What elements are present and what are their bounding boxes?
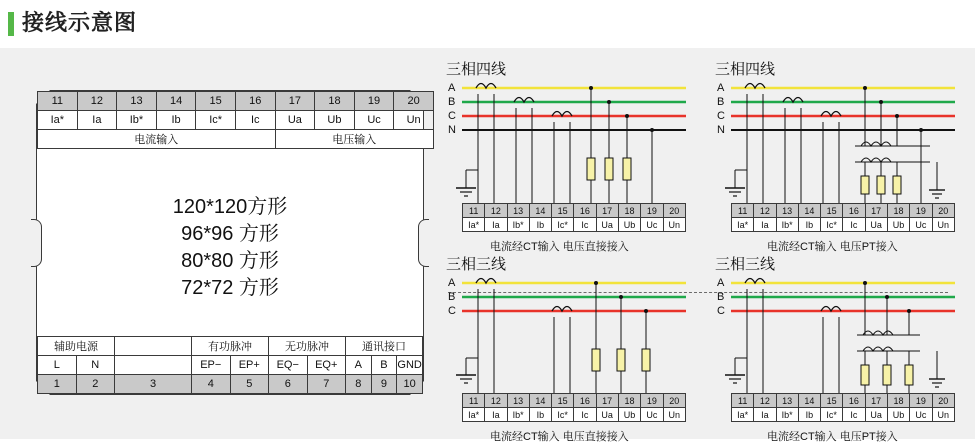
bottom-group-spacer bbox=[115, 337, 192, 356]
phase-label-a: A bbox=[717, 82, 725, 94]
terminal-number: 17 bbox=[865, 204, 887, 218]
diagram-terminal-strip bbox=[731, 203, 955, 232]
terminal-label: Ic bbox=[235, 111, 275, 130]
phase-label-n: N bbox=[717, 124, 725, 136]
terminal-label: Ia bbox=[77, 111, 117, 130]
terminal-number: 14 bbox=[798, 394, 820, 408]
terminal-number: 12 bbox=[485, 394, 507, 408]
diagram-three-phase-four-wire-direct bbox=[446, 58, 686, 253]
table-row bbox=[732, 394, 955, 408]
terminal-number: 20 bbox=[932, 204, 954, 218]
diagram-three-phase-three-wire-direct bbox=[446, 253, 686, 443]
terminal-label: Ua bbox=[865, 408, 887, 422]
phase-label-c: C bbox=[717, 110, 725, 122]
bottom-group-reactive-pulse: 无功脉冲 bbox=[269, 337, 346, 356]
terminal-number: 11 bbox=[732, 204, 754, 218]
bottom-number: 3 bbox=[115, 375, 192, 394]
bottom-label bbox=[115, 356, 192, 375]
terminal-number: 18 bbox=[618, 204, 640, 218]
terminal-number: 18 bbox=[315, 92, 355, 111]
diagram-terminal-strip bbox=[462, 203, 686, 232]
bottom-number: 4 bbox=[192, 375, 231, 394]
terminal-number: 16 bbox=[574, 394, 596, 408]
terminal-number: 11 bbox=[463, 204, 485, 218]
bottom-number: 10 bbox=[397, 375, 423, 394]
terminal-number: 16 bbox=[843, 394, 865, 408]
phase-label-b: B bbox=[717, 291, 725, 303]
bottom-label: EP− bbox=[192, 356, 231, 375]
table-row bbox=[732, 218, 955, 232]
terminal-number: 16 bbox=[843, 204, 865, 218]
terminal-number: 11 bbox=[38, 92, 78, 111]
terminal-label: Un bbox=[932, 408, 954, 422]
table-row bbox=[463, 394, 686, 408]
terminal-label: Ia* bbox=[38, 111, 78, 130]
phase-label-c: C bbox=[717, 305, 725, 317]
phase-label-b: B bbox=[448, 291, 456, 303]
bottom-label: GND bbox=[397, 356, 423, 375]
table-row bbox=[38, 356, 423, 375]
terminal-number: 14 bbox=[529, 204, 551, 218]
diagram-caption: 电流经CT输入 电压PT接入 bbox=[767, 241, 898, 253]
terminal-number: 12 bbox=[754, 204, 776, 218]
meter-bottom-terminal-table bbox=[37, 336, 423, 394]
bottom-number: 7 bbox=[307, 375, 346, 394]
model-name: 96*96 方形 bbox=[181, 223, 279, 245]
terminal-label: Ib* bbox=[776, 218, 798, 232]
terminal-label: Ib bbox=[798, 218, 820, 232]
diagram-title: 三相四线 bbox=[446, 61, 507, 78]
table-row bbox=[38, 92, 434, 111]
page-title: 接线示意图 bbox=[22, 10, 138, 35]
phase-label-a: A bbox=[448, 82, 456, 94]
terminal-number: 13 bbox=[776, 394, 798, 408]
terminal-number: 18 bbox=[618, 394, 640, 408]
terminal-label: Ic* bbox=[821, 408, 843, 422]
bottom-number: 2 bbox=[76, 375, 115, 394]
bottom-group-power: 辅助电源 bbox=[38, 337, 115, 356]
bottom-number: 6 bbox=[269, 375, 308, 394]
terminal-label: Ib* bbox=[507, 408, 529, 422]
terminal-label: Uc bbox=[354, 111, 394, 130]
terminal-label: Uc bbox=[910, 408, 932, 422]
terminal-label: Ic* bbox=[196, 111, 236, 130]
diagram-three-phase-four-wire-pt bbox=[715, 58, 955, 253]
terminal-number: 20 bbox=[394, 92, 434, 111]
terminal-label: Ic* bbox=[552, 218, 574, 232]
bottom-number: 9 bbox=[371, 375, 397, 394]
terminal-label: Ic bbox=[843, 218, 865, 232]
terminal-number: 12 bbox=[754, 394, 776, 408]
terminal-label: Ia bbox=[485, 408, 507, 422]
diagram-caption: 电流经CT输入 电压PT接入 bbox=[767, 431, 898, 443]
phase-label-b: B bbox=[717, 96, 725, 108]
terminal-label: Ua bbox=[865, 218, 887, 232]
terminal-label: Uc bbox=[641, 408, 663, 422]
terminal-label: Uc bbox=[910, 218, 932, 232]
terminal-label: Ua bbox=[275, 111, 315, 130]
terminal-number: 15 bbox=[821, 394, 843, 408]
terminal-number: 20 bbox=[932, 394, 954, 408]
terminal-label: Ib* bbox=[117, 111, 157, 130]
meter-top-terminal-table bbox=[37, 91, 434, 149]
terminal-number: 20 bbox=[663, 204, 685, 218]
terminal-label: Ub bbox=[887, 408, 909, 422]
meter-diagram bbox=[36, 90, 424, 395]
diagram-caption: 电流经CT输入 电压直接接入 bbox=[490, 241, 629, 253]
terminal-number: 17 bbox=[596, 394, 618, 408]
terminal-number: 19 bbox=[641, 394, 663, 408]
bottom-label: EQ− bbox=[269, 356, 308, 375]
terminal-label: Ib* bbox=[507, 218, 529, 232]
terminal-label: Ia* bbox=[732, 218, 754, 232]
bottom-label: A bbox=[346, 356, 372, 375]
bottom-label: EQ+ bbox=[307, 356, 346, 375]
terminal-number: 15 bbox=[196, 92, 236, 111]
terminal-number: 14 bbox=[156, 92, 196, 111]
terminal-number: 15 bbox=[552, 394, 574, 408]
title-accent-bar bbox=[8, 12, 14, 36]
terminal-number: 19 bbox=[641, 204, 663, 218]
terminal-number: 14 bbox=[529, 394, 551, 408]
terminal-number: 12 bbox=[77, 92, 117, 111]
table-row bbox=[463, 204, 686, 218]
terminal-label: Ib bbox=[798, 408, 820, 422]
terminal-label: Ia bbox=[754, 408, 776, 422]
diagram-terminal-strip bbox=[462, 393, 686, 422]
phase-label-c: C bbox=[448, 110, 456, 122]
diagram-title: 三相四线 bbox=[715, 61, 776, 78]
terminal-label: Ic* bbox=[552, 408, 574, 422]
table-row bbox=[732, 204, 955, 218]
table-row bbox=[732, 408, 955, 422]
terminal-label: Ub bbox=[618, 408, 640, 422]
table-row bbox=[38, 111, 434, 130]
terminal-number: 17 bbox=[865, 394, 887, 408]
model-name: 120*120方形 bbox=[172, 196, 288, 218]
terminal-number: 13 bbox=[776, 204, 798, 218]
terminal-label: Un bbox=[394, 111, 434, 130]
terminal-label: Ib bbox=[529, 218, 551, 232]
terminal-number: 19 bbox=[910, 394, 932, 408]
terminal-label: Ua bbox=[596, 218, 618, 232]
terminal-number: 15 bbox=[552, 204, 574, 218]
bottom-group-active-pulse: 有功脉冲 bbox=[192, 337, 269, 356]
terminal-number: 17 bbox=[596, 204, 618, 218]
terminal-number: 19 bbox=[910, 204, 932, 218]
phase-label-c: C bbox=[448, 305, 456, 317]
model-name: 80*80 方形 bbox=[181, 250, 279, 272]
content-panel bbox=[0, 48, 975, 443]
terminal-number: 13 bbox=[507, 394, 529, 408]
terminal-number: 18 bbox=[887, 394, 909, 408]
terminal-label: Ic* bbox=[821, 218, 843, 232]
terminal-label: Ia bbox=[754, 218, 776, 232]
bottom-label: EP+ bbox=[230, 356, 269, 375]
terminal-label: Ic bbox=[574, 408, 596, 422]
terminal-label: Ub bbox=[315, 111, 355, 130]
meter-model-list bbox=[37, 169, 423, 327]
terminal-label: Ia* bbox=[463, 218, 485, 232]
model-name: 72*72 方形 bbox=[181, 277, 279, 299]
terminal-label: Ib bbox=[156, 111, 196, 130]
group-label-current: 电流输入 bbox=[38, 130, 276, 149]
bottom-label: L bbox=[38, 356, 77, 375]
diagram-terminal-strip bbox=[731, 393, 955, 422]
table-row bbox=[38, 375, 423, 394]
terminal-number: 17 bbox=[275, 92, 315, 111]
group-label-voltage: 电压输入 bbox=[275, 130, 433, 149]
terminal-label: Ia* bbox=[463, 408, 485, 422]
terminal-number: 16 bbox=[574, 204, 596, 218]
phase-label-a: A bbox=[717, 277, 725, 289]
terminal-label: Ic bbox=[574, 218, 596, 232]
terminal-number: 11 bbox=[732, 394, 754, 408]
terminal-label: Ub bbox=[887, 218, 909, 232]
terminal-number: 13 bbox=[507, 204, 529, 218]
terminal-label: Ia bbox=[485, 218, 507, 232]
terminal-label: Ub bbox=[618, 218, 640, 232]
terminal-label: Un bbox=[932, 218, 954, 232]
terminal-label: Ua bbox=[596, 408, 618, 422]
terminal-number: 12 bbox=[485, 204, 507, 218]
terminal-label: Ib bbox=[529, 408, 551, 422]
bottom-number: 5 bbox=[230, 375, 269, 394]
table-row bbox=[38, 130, 434, 149]
terminal-number: 11 bbox=[463, 394, 485, 408]
phase-label-a: A bbox=[448, 277, 456, 289]
terminal-label: Ia* bbox=[732, 408, 754, 422]
bottom-label: B bbox=[371, 356, 397, 375]
terminal-label: Un bbox=[663, 218, 685, 232]
diagram-three-phase-three-wire-pt bbox=[715, 253, 955, 443]
terminal-number: 16 bbox=[235, 92, 275, 111]
terminal-number: 14 bbox=[798, 204, 820, 218]
diagram-caption: 电流经CT输入 电压直接接入 bbox=[490, 431, 629, 443]
terminal-number: 15 bbox=[821, 204, 843, 218]
terminal-number: 19 bbox=[354, 92, 394, 111]
page-title-bar bbox=[0, 8, 975, 42]
diagram-title: 三相三线 bbox=[446, 256, 507, 273]
terminal-number: 20 bbox=[663, 394, 685, 408]
terminal-label: Ib* bbox=[776, 408, 798, 422]
bottom-number: 1 bbox=[38, 375, 77, 394]
table-row bbox=[38, 337, 423, 356]
terminal-number: 13 bbox=[117, 92, 157, 111]
terminal-label: Ic bbox=[843, 408, 865, 422]
bottom-group-comm: 通讯接口 bbox=[346, 337, 423, 356]
phase-label-b: B bbox=[448, 96, 456, 108]
table-row bbox=[463, 218, 686, 232]
terminal-label: Un bbox=[663, 408, 685, 422]
diagram-title: 三相三线 bbox=[715, 256, 776, 273]
bottom-label: N bbox=[76, 356, 115, 375]
terminal-number: 18 bbox=[887, 204, 909, 218]
phase-label-n: N bbox=[448, 124, 456, 136]
bottom-number: 8 bbox=[346, 375, 372, 394]
table-row bbox=[463, 408, 686, 422]
terminal-label: Uc bbox=[641, 218, 663, 232]
